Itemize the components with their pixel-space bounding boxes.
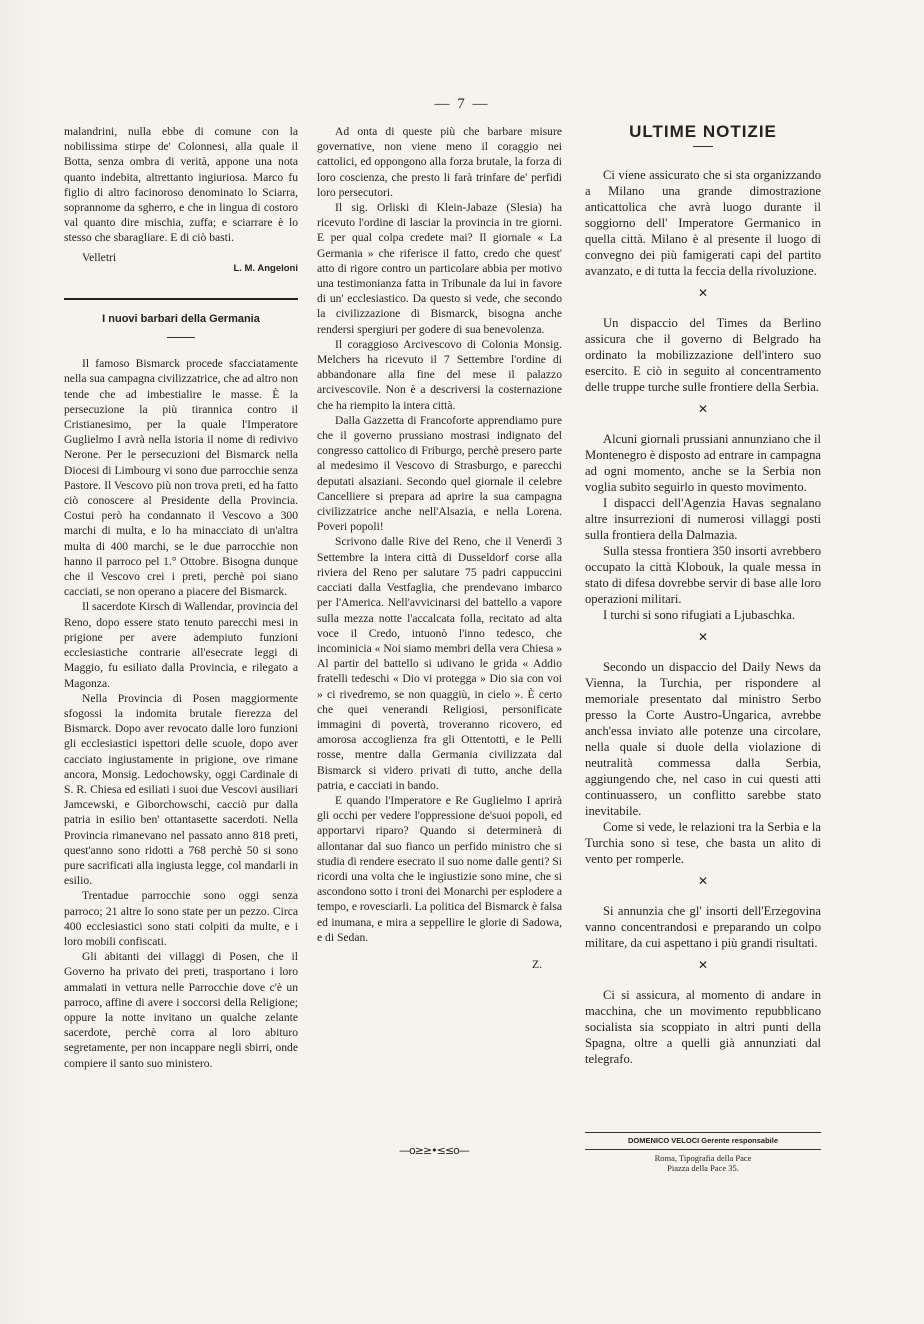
news-item: Un dispaccio del Times da Berlino assicura che il governo di Belgrado ha ordinato la mobilizzazione dell'intero suo esercito. E ciò in seguito al concentramento delle truppe turche sulle frontiere della Serbia. [585,316,821,394]
cross-separator-icon: ✕ [697,402,709,416]
paragraph: Il sig. Orliski di Klein-Jabaze (Slesia) ha ricevuto l'ordine di lasciar la provincia in tre giorni. E per qual colpa credete mai? Il giornale « La Germania » che riferisce il fatto, credo che quest' atto di rigore contro un particolare abbia per motivo una testimonianza fatta in Tribunale da lui in favore di un' ecclesiastico. Da questo si vede, che secondo la civilizzazione di Bismarck, bisogna anche rendersi spergiuri per godere di sua benevolenza. [317,201,562,336]
news-item: Ci si assicura, al momento di andare in macchina, che un movimento repubblicano socialista sia scoppiato in altri punti della Spagna, oltre a quelli già annunziati dal telegrafo. [585,988,821,1066]
cross-separator-icon: ✕ [697,286,709,300]
paragraph: E quando l'Imperatore e Re Guglielmo I aprirà gli occhi per vedere l'oppressione de'suoi popoli, ed apportarvi riparo? Quando si determinerà di allontanar dal suo fianco un perfido ministro che si studia di rendere esecrato il suo nome dalle genti? Si ricordi una volta che le ingiustizie sono mine, che si ascondono sotto i troni dei Monarchi per esplodere a tempo, e rovesciarli. La politica del Bismarck è falsa ed inumana, e mira a seppellire le glorie di Sadowa, e di Sedan. [317,793,562,944]
paragraph: Nella Provincia di Posen maggiormente sfogossi la indomita brutale fierezza del Bismarck. Dopo aver revocato dalle loro funzioni gli ecclesiastici ispettori delle scuole, dopo aver cacciato ingiustamente in prigione, ove rimane ancora, Monsig. Ledochowsky, oggi Cardinale di S. R. Chiesa ed esiliati i suoi due Vescovi ausiliari Jamcewski, e Giborchowschi, cacciò pur dalla patria in esilio ben' ottantasette sacerdoti. Nella Provincia rimanevano nel passato anno 818 preti, quest'anno sono ridotti a 768 perchè 50 si sono pure sacrificati alla ingiusta legge, col mandarli in esilio. [64,691,298,888]
headline-underline [693,146,713,147]
paragraph: Gli abitanti dei villaggi di Posen, che il Governo ha privato dei preti, trasportano i loro ammalati in vettura nelle Parrocchie dove c'è un parroco, affine di avere i soccorsi della Religione; oppure la notte invitano un qualche zelante sacerdote, perchè corra al loro abituro segretamente, per non incappare negli sbirri, onde compiere il santo suo ministero. [64,950,298,1070]
paragraph: Trentadue parrocchie sono oggi senza parroco; 21 altre lo sono state per un pezzo. Circa 400 ecclesiastici sono stati colpiti da multe, e i loro mobili confiscati. [64,889,298,948]
imprint-rule [585,1132,821,1133]
news-item: I turchi si sono rifugiati a Ljubaschka. [603,608,796,622]
news-item: Ci viene assicurato che si sta organizzando a Milano una grande dimostrazione anticattolica che avrà luogo durante il soggiorno dell' Imperatore Germanico in quella città. Milano è al presente il luogo di convegno dei più famigerati capi del partito avanzato, e di tutta la feccia della rivoluzione. [585,168,821,278]
column-middle [317,124,562,972]
column-left [64,124,298,1071]
imprint-printer: Roma, Tipografia della Pace [654,1153,752,1163]
news-item: Si annunzia che gl' insorti dell'Erzegovina vanno concentrandosi e preparando un colpo militare, da cui aspettano i più grandi risultati. [585,904,821,950]
paragraph: Scrivono dalle Rive del Reno, che il Venerdì 3 Settembre la intera città di Dusseldorf corse alla riviera del Reno per salutare 75 padri cappuccini cacciati dalla Vestfaglia, che prendevano imbarco per l'America. Nell'avvicinarsi del battello a vapore sulla mezza notte l'accalcata folla, recitato ad alta voce il Credo, intuonò l'inno tedesco, che incominicia « Noi siamo membri della vera Chiesa » Al partir del battello si udivano le grida « Addio fratelli tedeschi « Dio vi protegga » Dio sia con voi » ci rivedremo, se non quaggiù, in cielo ». È certo che quei venerandi Religiosi, personificate immagini di povertà, troveranno ricovero, ed amorosa accoglienza fra gli Ottentotti, e le Pelli rosse, mentre dalla Germania civilizzata dal Bismarck si videro privati di tutto, anche della patria, e cacciati in bando. [317,535,562,792]
news-item: Alcuni giornali prussiani annunziano che il Montenegro è disposto ad entrare in campagna ad ogni momento, anche se la Serbia non voglia subito seguirlo in questo movimento. [585,432,821,494]
article-signature: Z. [532,957,542,971]
paragraph: Dalla Gazzetta di Francoforte apprendiamo pure che il governo prussiano mostrasi indignato del congresso cattolico di Friburgo, perchè presero parte al medesimo il Vescovo di Strasburgo, e parecchi deputati alsaziani. Secondo quel giornale il celebre Cancelliere si prepara ad aprire la sua campagna civilizzatrice anche nell'Alsazia, e nella Lorena. Poveri popoli! [317,413,562,534]
imprint-address: Piazza della Pace 35. [667,1163,739,1173]
news-item: I dispacci dell'Agenzia Havas segnalano altre insurrezioni di numerosi villaggi posti sulla frontiera della Dalmazia. [585,496,821,542]
paragraph: malandrini, nulla ebbe di comune con la nobilissima stirpe de' Colonnesi, alla quale il Botta, senza ombra di verità, appone una nota quanto indebita, altrettanto ingiuriosa. Marco fu figlio di altro facinoroso denominato lo Sciarra, soprannome da sgherro, e che in lingua di costoro val quanto dire mischia, zuffa; e sciarrare è lo stesso che sbaragliare. E di ciò basti. [64,125,298,245]
ornament-divider: —o≥≥•≤≤o— [399,1144,469,1157]
column-right [585,124,821,1067]
imprint-manager: DOMENICO VELOCI Gerente responsabile [627,1136,779,1145]
place-line: Velletri [82,250,117,264]
page-number: — 7 — [434,96,490,112]
paragraph: Il famoso Bismarck procede sfacciatamente nella sua campagna civilizzatrice, che ad altro non tende che ad imbestialire le masse. È la persecuzione la più tirannica contro il Cristianesimo, per la quale l'Imperatore Guglielmo I avrà nella istoria il nome di redivivo Nerone. Per le persecuzioni del Bismarck nella Diocesi di Limbourg vi sono due parrocchie senza Pastore. Il Vescovo più non trova preti, ed ha fatto ciò conoscere al Presidente della Provincia. Costui però ha condannato il Vescovo a 300 marchi di multa, e lo ha minacciato di un'altra multa di 400 marchi, se le due parrocchie non hanno il parroco pel 1.° Ottobre. Bisogna dunque che il Vescovo crei i preti, perchè poi siano cacciati, se non operano a piacere del Bismarck. [64,357,298,599]
paragraph: Il sacerdote Kirsch di Wallendar, provincia del Reno, dopo essere stato tenuto parecchi mesi in prigione per avere adempiuto funzioni ecclesiastiche contrarie all'esecrate leggi di Maggio, fu esiliato dalla Provincia, e rilegato a Magonza. [64,600,298,690]
imprint-rule [585,1149,821,1150]
section-title: I nuovi barbari della Germania [102,313,260,326]
news-item: Sulla stessa frontiera 350 insorti avrebbero occupato la città Klobouk, la quale messa in stato di difesa dovrebbe servir di base alle loro operazioni militari. [585,544,821,606]
title-underline [167,337,195,338]
paragraph: Il coraggioso Arcivescovo di Colonia Monsig. Melchers ha ricevuto il 7 Settembre l'ordine di abbandonare alla fine del mese il palazzo arcivescovile. Non è a descriversi la costernazione che ha riempito la intera città. [317,337,562,412]
author-signature: L. M. Angeloni [233,262,298,274]
news-item: Secondo un dispaccio del Daily News da Vienna, la Turchia, per rispondere al memoriale presentato dal ministro Serbo presso la Corte Austro-Ungarica, avrebbe anch'essa inviato alle potenze una circolare, nella quale si duole della violazione di neutralità commessa dalla Serbia, aggiungendo che, nel caso in cui questi atti continuassero, un conflitto sarebbe stato inevitabile. [585,660,821,818]
paragraph: Ad onta di queste più che barbare misure governative, non viene meno il coraggio nei cattolici, ed oppongono alla forza brutale, la forza di loro coscienza, che presto li farà trinfare de' perfidi loro persecutori. [317,125,562,199]
imprint [585,1132,821,1173]
news-item: Come si vede, le relazioni tra la Serbia e la Turchia sono sì tese, che basta un alito di vento per romperle. [585,820,821,866]
scan-shadow [0,0,40,1324]
cross-separator-icon: ✕ [697,630,709,644]
section-divider [64,298,298,300]
cross-separator-icon: ✕ [697,958,709,972]
news-headline: ULTIME NOTIZIE [629,122,777,141]
cross-separator-icon: ✕ [697,874,709,888]
